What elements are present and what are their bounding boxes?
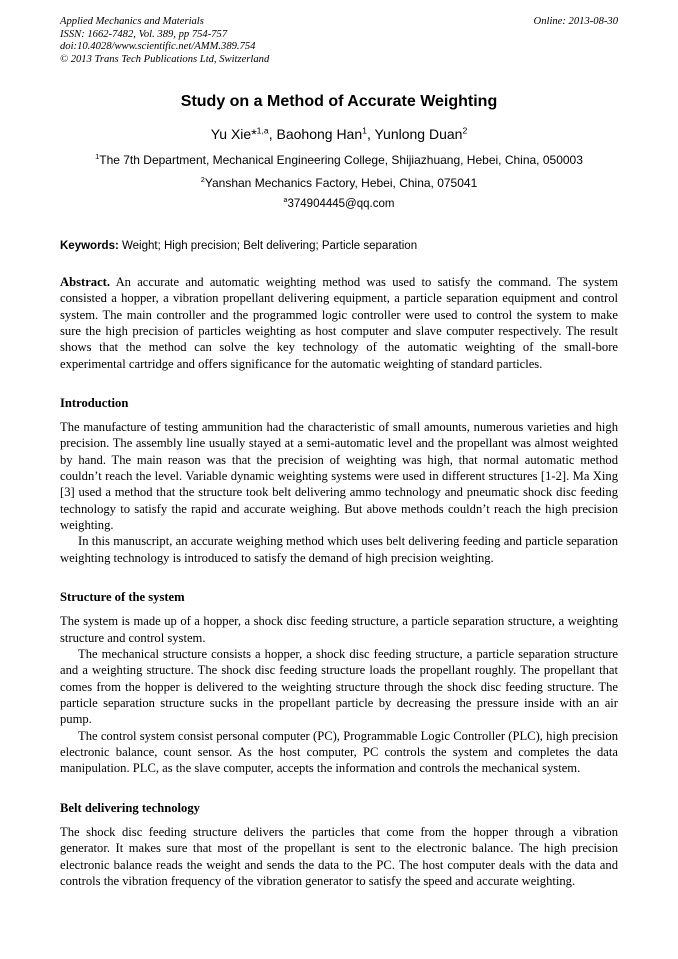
abstract-text: An accurate and automatic weighting method was used to satisfy the command. The system consisted a hopper, a vibration propellant delivering equipment, a particle separation equipment and control system. The main controller and the programmed logic controller were used to control the system to make sure the high precision of particles weighting as host computer and slave computer respectively. The result shows that the method can solve the key technology of the automatic weighting of the small-bore experimental cartridge and offers significance for the automatic weighting of standard particles. <box>60 274 618 371</box>
copyright-line: © 2013 Trans Tech Publications Ltd, Switzerland <box>60 54 270 66</box>
journal-name: Applied Mechanics and Materials <box>60 16 204 27</box>
section-introduction <box>60 396 618 566</box>
email-text: 374904445@qq.com <box>287 197 395 210</box>
author-name: , Yunlong Duan <box>366 125 463 142</box>
doi-line: doi:10.4028/www.scientific.net/AMM.389.754 <box>60 41 256 53</box>
journal-header <box>60 16 618 67</box>
affiliation-2 <box>60 176 618 190</box>
author-name: , Baohong Han <box>268 125 363 142</box>
keywords-line <box>60 240 618 252</box>
affiliation-1 <box>60 153 618 167</box>
affiliation-text: Yanshan Mechanics Factory, Hebei, China, 075041 <box>204 175 478 190</box>
email-marker: a <box>283 195 288 204</box>
paragraph: The manufacture of testing ammunition had the characteristic of small amounts, numerous varieties and high precision. The assembly line usually stayed at a semi-automatic level and the propellant was almost weighted by hand. The main reason was that the precision of weighting was high, that normal automatic method couldn’t reach the level. Variable dynamic weighting systems were used in different structures [1-2]. Ma Xing [3] used a method that the structure took belt delivering ammo technology and pneumatic shock disc feeding technology to satisfy the rapid and accurate weighing. But above methods couldn’t reach the high precision weighting. <box>60 419 618 533</box>
paper-title: Study on a Method of Accurate Weighting <box>180 92 498 110</box>
affiliation-marker: 2 <box>200 174 205 184</box>
author-affil-marker: 1,a <box>256 125 269 136</box>
paragraph: The shock disc feeding structure delivers the particles that come from the hopper through a vibration generator. It makes sure that most of the propellant is sent to the electronic balance. The high precision electronic balance reads the weight and sends the data to the PC. The host computer deals with the data and controls the vibration frequency of the vibration generator to satisfy the speed and accurate weighting. <box>60 824 618 888</box>
paragraph: The system is made up of a hopper, a shock disc feeding structure, a particle separation structure, a weighting structure and control system. <box>60 614 618 645</box>
issn-volume-pages: ISSN: 1662-7482, Vol. 389, pp 754-757 <box>60 28 228 40</box>
authors-line <box>60 126 618 142</box>
affiliation-marker: 1 <box>95 151 100 161</box>
keywords-text: Weight; High precision; Belt delivering; Particle separation <box>118 239 418 252</box>
section-structure-of-the-system <box>60 590 618 777</box>
online-date: Online: 2013-08-30 <box>533 16 618 27</box>
author-affil-marker: 1 <box>362 125 367 136</box>
section-belt-delivering-technology <box>60 801 618 889</box>
journal-header-left <box>60 16 269 67</box>
affiliation-text: The 7th Department, Mechanical Engineering College, Shijiazhuang, Hebei, China, 050003 <box>99 152 583 167</box>
keywords-label: Keywords: <box>60 239 119 252</box>
author-name: Yu Xie* <box>210 125 257 142</box>
abstract <box>60 274 618 372</box>
section-heading: Introduction <box>60 395 129 410</box>
paragraph: The control system consist personal computer (PC), Programmable Logic Controller (PLC), high precision electronic balance, count sensor. As the host computer, PC controls the system and completes the data manipulation. PLC, as the slave computer, accepts the information and controls the mechanical system. <box>60 728 618 776</box>
author-email <box>60 195 618 210</box>
author-affil-marker: 2 <box>462 125 468 136</box>
section-heading: Belt delivering technology <box>60 800 200 815</box>
paragraph: In this manuscript, an accurate weighing method which uses belt delivering feeding and particle separation weighting technology is introduced to satisfy the demand of high precision weighting. <box>60 534 618 565</box>
paragraph: The mechanical structure consists a hopper, a shock disc feeding structure, a particle separation structure and a weighting structure. The shock disc feeding structure loads the propellant roughly. The propellant that comes from the hopper is delivered to the weighting structure through the shock disc feeding structure. The particle separation structure sucks in the propellant particle by decreasing the pressure inside with an air pump. <box>60 646 618 727</box>
abstract-label: Abstract. <box>60 274 111 289</box>
section-heading: Structure of the system <box>60 590 185 605</box>
